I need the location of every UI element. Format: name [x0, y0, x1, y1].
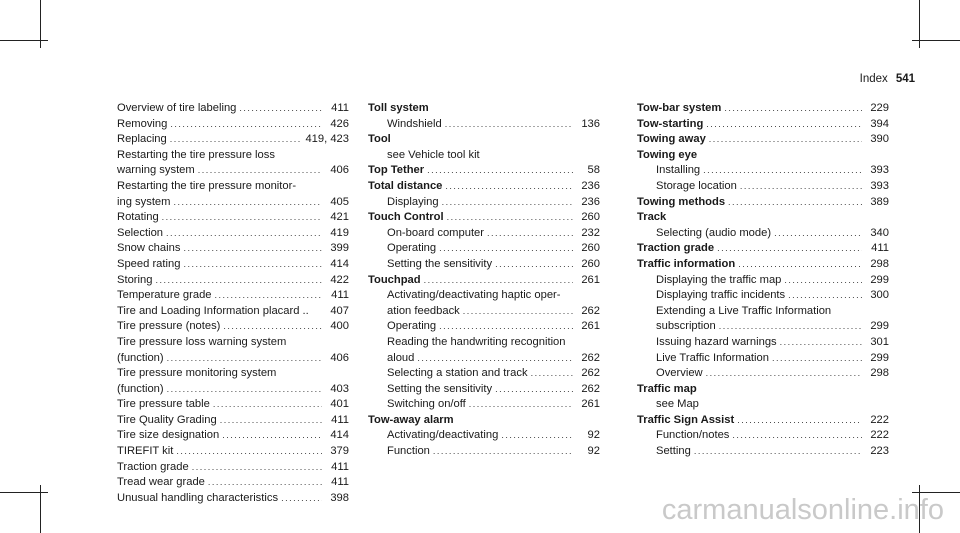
index-heading — [368, 101, 600, 117]
index-entry — [368, 397, 600, 413]
page-ref: 260 — [581, 211, 600, 224]
index-heading — [637, 382, 889, 398]
index-heading — [637, 241, 889, 257]
entry-text: Live Traffic Information — [656, 351, 769, 364]
page-ref: 136 — [581, 117, 600, 130]
page-ref: 299 — [870, 351, 889, 364]
dot-leader — [780, 335, 862, 351]
entry-text: Overview — [656, 367, 703, 380]
index-entry — [117, 460, 349, 476]
index-entry — [117, 428, 349, 444]
entry-text: Traffic Sign Assist — [637, 413, 735, 426]
page-ref: 300 — [870, 289, 889, 302]
dot-leader — [183, 257, 322, 273]
entry-text: ation feedback — [387, 304, 460, 317]
index-entry — [117, 132, 349, 148]
page-ref: 414 — [330, 257, 349, 270]
index-entry — [117, 148, 349, 164]
entry-text: Restarting the tire pressure monitor- — [117, 179, 297, 192]
entry-text: see Map — [656, 398, 699, 411]
index-heading — [637, 132, 889, 148]
page-ref: 411 — [331, 289, 349, 302]
page-ref: 222 — [870, 429, 889, 442]
index-entry — [117, 413, 349, 429]
dot-leader — [531, 366, 573, 382]
page-ref: 261 — [581, 273, 600, 286]
dot-leader — [170, 117, 322, 133]
dot-leader — [703, 163, 862, 179]
index-entry — [117, 241, 349, 257]
dot-leader — [717, 241, 862, 257]
dot-leader — [222, 428, 322, 444]
index-entry — [637, 304, 889, 320]
index-entry — [637, 163, 889, 179]
entry-text: Traffic information — [637, 257, 736, 270]
index-entry — [117, 210, 349, 226]
entry-text: Switching on/off — [387, 398, 466, 411]
dot-leader — [774, 226, 862, 242]
index-entry — [368, 117, 600, 133]
entry-text: Operating — [387, 320, 437, 333]
index-heading — [637, 195, 889, 211]
dot-leader — [167, 351, 322, 367]
index-entry — [117, 382, 349, 398]
page-ref: 393 — [870, 179, 889, 192]
page-ref: 422 — [330, 273, 349, 286]
index-entry — [368, 148, 600, 164]
page-ref: 262 — [581, 304, 600, 317]
entry-text: Tire pressure table — [117, 398, 210, 411]
index-entry — [117, 273, 349, 289]
entry-text: Top Tether — [368, 164, 425, 177]
entry-text: Function — [387, 445, 430, 458]
index-entry — [368, 257, 600, 273]
index-entry — [117, 335, 349, 351]
entry-text: Issuing hazard warnings — [656, 335, 777, 348]
page-ref: 411 — [871, 242, 889, 255]
entry-text: Toll system — [368, 102, 429, 114]
entry-text: subscription — [656, 320, 716, 333]
index-entry — [117, 179, 349, 195]
index-entry — [117, 397, 349, 413]
entry-text: Extending a Live Traffic Information — [656, 304, 832, 317]
crop-mark — [0, 40, 48, 41]
page-ref: 390 — [870, 133, 889, 146]
dot-leader — [706, 117, 862, 133]
page-ref: 399 — [330, 242, 349, 255]
index-heading — [637, 257, 889, 273]
page-ref: 421 — [330, 211, 349, 224]
index-heading — [368, 210, 600, 226]
page-ref: 260 — [581, 257, 600, 270]
dot-leader — [442, 195, 573, 211]
entry-text: (function) — [117, 351, 164, 364]
entry-text: Activating/deactivating haptic oper- — [387, 289, 561, 302]
index-heading — [637, 101, 889, 117]
dot-leader — [772, 351, 862, 367]
entry-text: Setting — [656, 445, 691, 458]
entry-text: Tire and Loading Information placard .. — [117, 304, 309, 317]
index-entry — [637, 397, 889, 413]
dot-leader — [737, 413, 862, 429]
entry-text: Tool — [368, 133, 391, 146]
entry-text: Track — [637, 211, 667, 224]
dot-leader — [445, 179, 573, 195]
dot-leader — [463, 304, 573, 320]
page-ref: 298 — [870, 257, 889, 270]
entry-text: Towing eye — [637, 148, 698, 161]
index-entry — [368, 195, 600, 211]
page-ref: 261 — [581, 320, 600, 333]
dot-leader — [732, 428, 862, 444]
entry-text: see Vehicle tool kit — [387, 148, 480, 161]
dot-leader — [176, 444, 322, 460]
dot-leader — [694, 444, 862, 460]
entry-text: Replacing — [117, 133, 167, 146]
entry-text: Windshield — [387, 117, 442, 130]
page-ref: 379 — [330, 445, 349, 458]
index-heading — [368, 179, 600, 195]
index-entry — [368, 428, 600, 444]
dot-leader — [281, 491, 322, 507]
page-ref: 419 — [330, 226, 349, 239]
dot-leader — [738, 257, 862, 273]
index-column-3 — [637, 101, 889, 460]
entry-text: Function/notes — [656, 429, 730, 442]
dot-leader — [495, 257, 573, 273]
entry-text: Displaying the traffic map — [656, 273, 782, 286]
index-entry — [117, 163, 349, 179]
entry-text: Tow-starting — [637, 117, 704, 130]
index-entry — [117, 444, 349, 460]
dot-leader — [433, 444, 573, 460]
dot-leader — [192, 460, 322, 476]
entry-text: Speed rating — [117, 257, 181, 270]
entry-text: Selecting (audio mode) — [656, 226, 772, 239]
page-ref: 419, 423 — [305, 133, 349, 146]
page-number: 541 — [895, 73, 915, 85]
index-entry — [637, 428, 889, 444]
index-entry — [117, 117, 349, 133]
entry-text: Setting the sensitivity — [387, 257, 493, 270]
page-ref: 261 — [581, 398, 600, 411]
entry-text: Temperature grade — [117, 289, 212, 302]
page-ref: 405 — [330, 195, 349, 208]
entry-text: Tow-bar system — [637, 102, 722, 114]
entry-text: Reading the handwriting recognition — [387, 335, 566, 348]
dot-leader — [487, 226, 573, 242]
page-ref: 389 — [870, 195, 889, 208]
dot-leader — [706, 366, 862, 382]
entry-text: On-board computer — [387, 226, 485, 239]
page-ref: 236 — [581, 195, 600, 208]
entry-text: Touchpad — [368, 273, 421, 286]
dot-leader — [162, 210, 322, 226]
index-column-1 — [117, 101, 349, 506]
entry-text: Unusual handling characteristics — [117, 491, 279, 504]
entry-text: Rotating — [117, 211, 159, 224]
entry-text: Tire pressure (notes) — [117, 320, 221, 333]
entry-text: Restarting the tire pressure loss — [117, 148, 275, 161]
page-ref: 229 — [870, 102, 889, 114]
index-entry — [117, 319, 349, 335]
dot-leader — [439, 241, 573, 257]
entry-text: Tire pressure monitoring system — [117, 367, 277, 380]
entry-text: ing system — [117, 195, 171, 208]
entry-text: (function) — [117, 382, 164, 395]
entry-text: Storage location — [656, 179, 737, 192]
dot-leader — [239, 101, 322, 117]
dot-leader — [439, 319, 573, 335]
index-heading — [637, 413, 889, 429]
index-entry — [637, 288, 889, 304]
index-entry — [637, 366, 889, 382]
page-ref: 394 — [870, 117, 889, 130]
dot-leader — [208, 475, 322, 491]
dot-leader — [220, 413, 322, 429]
entry-text: Tow-away alarm — [368, 413, 454, 426]
entry-text: Total distance — [368, 179, 443, 192]
page-ref: 426 — [330, 117, 349, 130]
index-heading — [368, 273, 600, 289]
page-ref: 262 — [581, 367, 600, 380]
dot-leader — [719, 319, 862, 335]
entry-text: Traction grade — [117, 460, 189, 473]
dot-leader — [166, 226, 322, 242]
dot-leader — [424, 273, 573, 289]
page-ref: 411 — [331, 413, 349, 426]
entry-text: warning system — [117, 164, 195, 177]
page-ref: 262 — [581, 351, 600, 364]
entry-text: Tire pressure loss warning system — [117, 335, 287, 348]
index-entry — [117, 257, 349, 273]
page-ref: 222 — [870, 413, 889, 426]
index-entry — [637, 319, 889, 335]
dot-leader — [417, 351, 573, 367]
page-ref: 406 — [330, 351, 349, 364]
index-entry — [368, 226, 600, 242]
index-entry — [368, 366, 600, 382]
header-word: Index — [859, 73, 888, 85]
index-entry — [117, 351, 349, 367]
entry-text: Selecting a station and track — [387, 367, 528, 380]
index-entry — [368, 335, 600, 351]
dot-leader — [173, 195, 322, 211]
page-ref: 393 — [870, 164, 889, 177]
entry-text: Displaying traffic incidents — [656, 289, 786, 302]
dot-leader — [447, 210, 573, 226]
dot-leader — [155, 273, 322, 289]
page-ref: 236 — [581, 179, 600, 192]
index-entry — [117, 491, 349, 507]
page-ref: 403 — [330, 382, 349, 395]
dot-leader — [183, 241, 322, 257]
entry-text: Towing away — [637, 133, 706, 146]
page-ref: 340 — [870, 226, 889, 239]
dot-leader — [167, 382, 322, 398]
dot-leader — [198, 163, 322, 179]
entry-text: Tread wear grade — [117, 476, 205, 489]
index-entry — [637, 179, 889, 195]
index-heading — [368, 413, 600, 429]
page-ref: 400 — [330, 320, 349, 333]
entry-text: Tire size designation — [117, 429, 220, 442]
index-entry — [637, 226, 889, 242]
entry-text: Activating/deactivating — [387, 429, 499, 442]
index-entry — [117, 304, 349, 320]
page-ref: 58 — [587, 164, 600, 177]
entry-text: Snow chains — [117, 242, 181, 255]
dot-leader — [213, 397, 322, 413]
dot-leader — [427, 163, 573, 179]
index-entry — [368, 304, 600, 320]
entry-text: Towing methods — [637, 195, 726, 208]
page-ref: 262 — [581, 382, 600, 395]
page-ref: 411 — [331, 102, 349, 114]
crop-mark — [912, 492, 960, 493]
entry-text: Selection — [117, 226, 164, 239]
watermark: carmanualsonline.info — [661, 494, 944, 526]
index-heading — [637, 117, 889, 133]
crop-mark — [912, 40, 960, 41]
page-ref: 411 — [331, 476, 349, 489]
index-column-2 — [368, 101, 600, 460]
entry-text: Storing — [117, 273, 153, 286]
page-ref: 232 — [581, 226, 600, 239]
entry-text: Installing — [656, 164, 701, 177]
page-ref: 406 — [330, 164, 349, 177]
entry-text: Tire Quality Grading — [117, 413, 217, 426]
index-entry — [368, 382, 600, 398]
index-entry — [117, 101, 349, 117]
dot-leader — [445, 117, 573, 133]
entry-text: Touch Control — [368, 211, 444, 224]
dot-leader — [223, 319, 322, 335]
index-heading — [637, 148, 889, 164]
index-entry — [368, 288, 600, 304]
entry-text: Setting the sensitivity — [387, 382, 493, 395]
dot-leader — [501, 428, 573, 444]
page-ref: 223 — [870, 445, 889, 458]
index-entry — [637, 351, 889, 367]
page-ref: 414 — [330, 429, 349, 442]
page-ref: 92 — [587, 445, 600, 458]
index-entry — [637, 444, 889, 460]
dot-leader — [495, 382, 573, 398]
index-heading — [637, 210, 889, 226]
entry-text: Removing — [117, 117, 168, 130]
index-entry — [637, 335, 889, 351]
entry-text: Traffic map — [637, 382, 697, 395]
page-ref: 398 — [330, 491, 349, 504]
dot-leader — [170, 132, 303, 148]
page-ref: 407 — [330, 304, 349, 317]
dot-leader — [788, 288, 862, 304]
index-heading — [368, 163, 600, 179]
entry-text: aloud — [387, 351, 415, 364]
entry-text: Overview of tire labeling — [117, 102, 237, 114]
index-entry — [117, 195, 349, 211]
dot-leader — [215, 288, 322, 304]
index-entry — [368, 351, 600, 367]
page-ref: 401 — [330, 398, 349, 411]
dot-leader — [724, 101, 862, 117]
index-entry — [117, 288, 349, 304]
entry-text: Traction grade — [637, 242, 715, 255]
index-heading — [368, 132, 600, 148]
entry-text: TIREFIT kit — [117, 445, 174, 458]
index-entry — [117, 226, 349, 242]
index-entry — [368, 241, 600, 257]
page-ref: 298 — [870, 367, 889, 380]
dot-leader — [709, 132, 862, 148]
page-header — [860, 73, 915, 85]
page-ref: 260 — [581, 242, 600, 255]
page-ref: 301 — [870, 335, 889, 348]
page-ref: 299 — [870, 273, 889, 286]
crop-mark — [0, 492, 48, 493]
page-ref: 411 — [331, 460, 349, 473]
page-ref: 299 — [870, 320, 889, 333]
index-entry — [117, 366, 349, 382]
entry-text: Displaying — [387, 195, 439, 208]
index-entry — [368, 319, 600, 335]
dot-leader — [469, 397, 573, 413]
page-ref: 92 — [587, 429, 600, 442]
index-entry — [368, 444, 600, 460]
dot-leader — [784, 273, 862, 289]
index-entry — [637, 273, 889, 289]
index-entry — [117, 475, 349, 491]
entry-text: Operating — [387, 242, 437, 255]
dot-leader — [740, 179, 862, 195]
dot-leader — [728, 195, 862, 211]
